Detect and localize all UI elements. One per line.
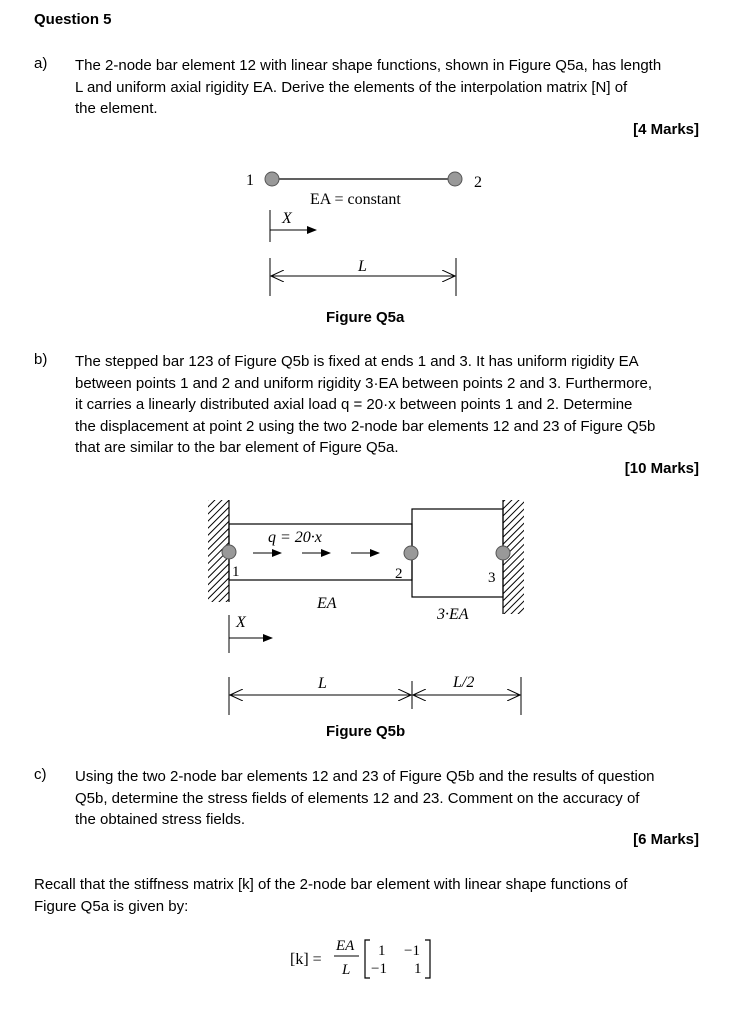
figure-q5b [0, 495, 751, 720]
matrix-m21: −1 [371, 961, 387, 977]
part-a-label: a) [34, 55, 48, 72]
rigidity-label: EA = constant [310, 191, 401, 208]
part-a-marks: [4 Marks] [633, 121, 699, 138]
x-axis-label: X [236, 614, 246, 631]
node-2-label: 2 [395, 566, 403, 582]
x-axis-label: X [282, 210, 292, 227]
part-c-text [75, 766, 715, 831]
node-1-label: 1 [246, 172, 254, 189]
part-c-line: Q5b, determine the stress fields of elements 12 and 23. Comment on the accuracy of [75, 789, 640, 807]
node-1-label: 1 [232, 564, 240, 580]
load-label: q = 20·x [268, 529, 322, 546]
part-b-text [75, 351, 715, 459]
part-c-marks: [6 Marks] [633, 831, 699, 848]
node-2-circle [448, 172, 462, 186]
equation-numerator: EA [336, 938, 355, 954]
part-b-line: the displacement at point 2 using the two 2-node bar elements 12 and 23 of Figure Q5b [75, 417, 656, 435]
node-1-circle [222, 545, 236, 559]
length-23-label: L/2 [453, 674, 475, 691]
part-a-line: The 2-node bar element 12 with linear shape functions, shown in Figure Q5a, has length [75, 57, 662, 74]
part-c-label: c) [34, 766, 47, 783]
rigidity-12-label: EA [317, 595, 337, 612]
part-b-marks: [10 Marks] [624, 460, 699, 477]
length-12-label: L [318, 675, 327, 692]
node-2-label: 2 [474, 174, 482, 191]
node-1-circle [265, 172, 279, 186]
length-label: L [358, 258, 367, 275]
part-a-line: the element. [75, 100, 158, 117]
part-b-line: it carries a linearly distributed axial load q = 20·x between points 1 and 2. Determine [75, 396, 633, 413]
matrix-left-bracket [365, 940, 370, 978]
node-3-label: 3 [488, 570, 496, 586]
equation-lhs: [k] = [290, 951, 322, 968]
part-a-text [75, 55, 715, 120]
part-b-line: The stepped bar 123 of Figure Q5b is fixed at ends 1 and 3. It has uniform rigidity EA [75, 353, 639, 370]
part-a-line: L and uniform axial rigidity EA. Derive the elements of the interpolation matrix [N] of [75, 78, 628, 96]
rigidity-23-label: 3·EA [437, 606, 469, 623]
part-c-line: the obtained stress fields. [75, 811, 246, 828]
recall-text [34, 874, 714, 917]
figure-q5a-caption: Figure Q5a [326, 309, 405, 326]
matrix-m12: −1 [404, 943, 420, 959]
question-title: Question 5 [34, 11, 112, 28]
matrix-right-bracket [425, 940, 430, 978]
recall-line: Figure Q5a is given by: [34, 897, 189, 915]
matrix-m22: 1 [414, 961, 422, 977]
recall-line: Recall that the stiffness matrix [k] of the 2-node bar element with linear shape functions of [34, 876, 628, 893]
node-3-circle [496, 546, 510, 560]
part-b-line: between points 1 and 2 and uniform rigidity 3·EA between points 2 and 3. Furthermore, [75, 374, 653, 392]
matrix-m11: 1 [378, 943, 386, 959]
figure-q5a [0, 160, 751, 305]
part-b-label: b) [34, 351, 48, 368]
part-b-line: that are similar to the bar element of Figure Q5a. [75, 439, 399, 456]
node-2-circle [404, 546, 418, 560]
part-c-line: Using the two 2-node bar elements 12 and 23 of Figure Q5b and the results of question [75, 768, 655, 785]
stiffness-equation [270, 930, 470, 990]
equation-denominator: L [342, 962, 351, 978]
figure-q5b-caption: Figure Q5b [326, 723, 406, 740]
